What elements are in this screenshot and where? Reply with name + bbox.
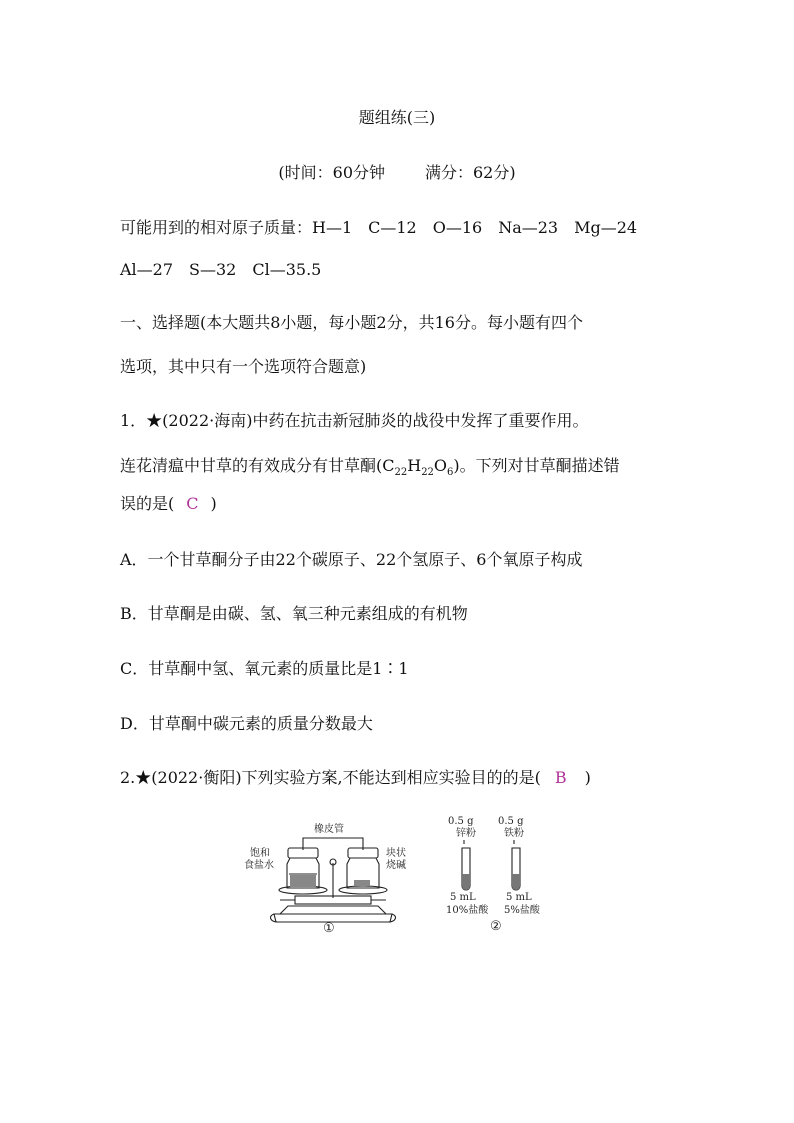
fig2-caption: ②	[490, 919, 502, 934]
figure-2-test-tubes	[440, 812, 560, 936]
full-score: 满分：62分)	[425, 163, 516, 182]
time-limit: (时间：60分钟	[278, 163, 385, 182]
fig2-left-bottom-2: 10%盐酸	[446, 905, 489, 916]
fig2-left-bottom-1: 5 mL	[450, 892, 476, 903]
question-1-stem-line-1: 1．★(2022·海南)中药在抗击新冠肺炎的战役中发挥了重要作用。	[120, 411, 589, 430]
section-heading-line-1: 一、选择题(本大题共8小题，每小题2分，共16分。每小题有四个	[120, 313, 583, 332]
fig1-caption: ①	[323, 921, 335, 936]
left-pan	[279, 886, 327, 894]
fig1-right-label-1: 块状	[386, 848, 406, 859]
page-title: 题组练(三)	[358, 108, 436, 127]
question-1-stem-line-3: 误的是( C )	[120, 494, 217, 513]
fig2-left-top-1: 0.5 g	[448, 816, 474, 827]
right-pan	[339, 886, 387, 894]
question-1-stem-line-2: 连花清瘟中甘草的有效成分有甘草酮$(C_{22}H_{22}O_6)$。下列对甘草酮描述错	[120, 456, 620, 479]
question-2-answer: B	[554, 768, 567, 787]
fig2-right-bottom-2: 5%盐酸	[504, 905, 540, 916]
fig2-right-top-1: 0.5 g	[498, 816, 524, 827]
fig1-left-label-2: 食盐水	[244, 860, 274, 871]
question-1-option-d: D．甘草酮中碳元素的质量分数最大	[120, 714, 373, 733]
figure-1-balance-experiment	[240, 818, 415, 936]
fig1-right-label-2: 烧碱	[386, 860, 406, 871]
fig1-left-label-1: 饱和	[250, 848, 270, 859]
fig2-right-top-2: 铁粉	[504, 828, 524, 839]
fig2-left-top-2: 锌粉	[456, 828, 476, 839]
atomic-mass-line-1: 可能用到的相对原子质量：H—1 C—12 O—16 Na—23 Mg—24	[120, 218, 638, 237]
fig2-right-bottom-1: 5 mL	[506, 892, 532, 903]
atomic-mass-line-2: Al—27 S—32 Cl—35.5	[120, 260, 322, 279]
balance-base	[280, 906, 386, 914]
right-acid	[512, 874, 520, 890]
left-liquid	[290, 875, 316, 887]
question-1-option-c: C．甘草酮中氢、氧元素的质量比是1∶1	[120, 659, 409, 678]
question-1-option-a: A．一个甘草酮分子由22个碳原子、22个氢原子、6个氧原子构成	[120, 550, 583, 569]
section-heading-line-2: 选项，其中只有一个选项符合题意)	[120, 357, 367, 376]
question-1-option-b: B．甘草酮是由碳、氢、氧三种元素组成的有机物	[120, 604, 468, 623]
question-2-stem: 2.★(2022·衡阳)下列实验方案,不能达到相应实验目的的是( B )	[120, 768, 591, 787]
exam-info	[0, 163, 794, 183]
question-1-answer: C	[186, 494, 199, 513]
right-solid	[354, 880, 370, 886]
left-acid	[462, 874, 470, 890]
fig1-tube-label: 橡皮管	[314, 824, 344, 835]
